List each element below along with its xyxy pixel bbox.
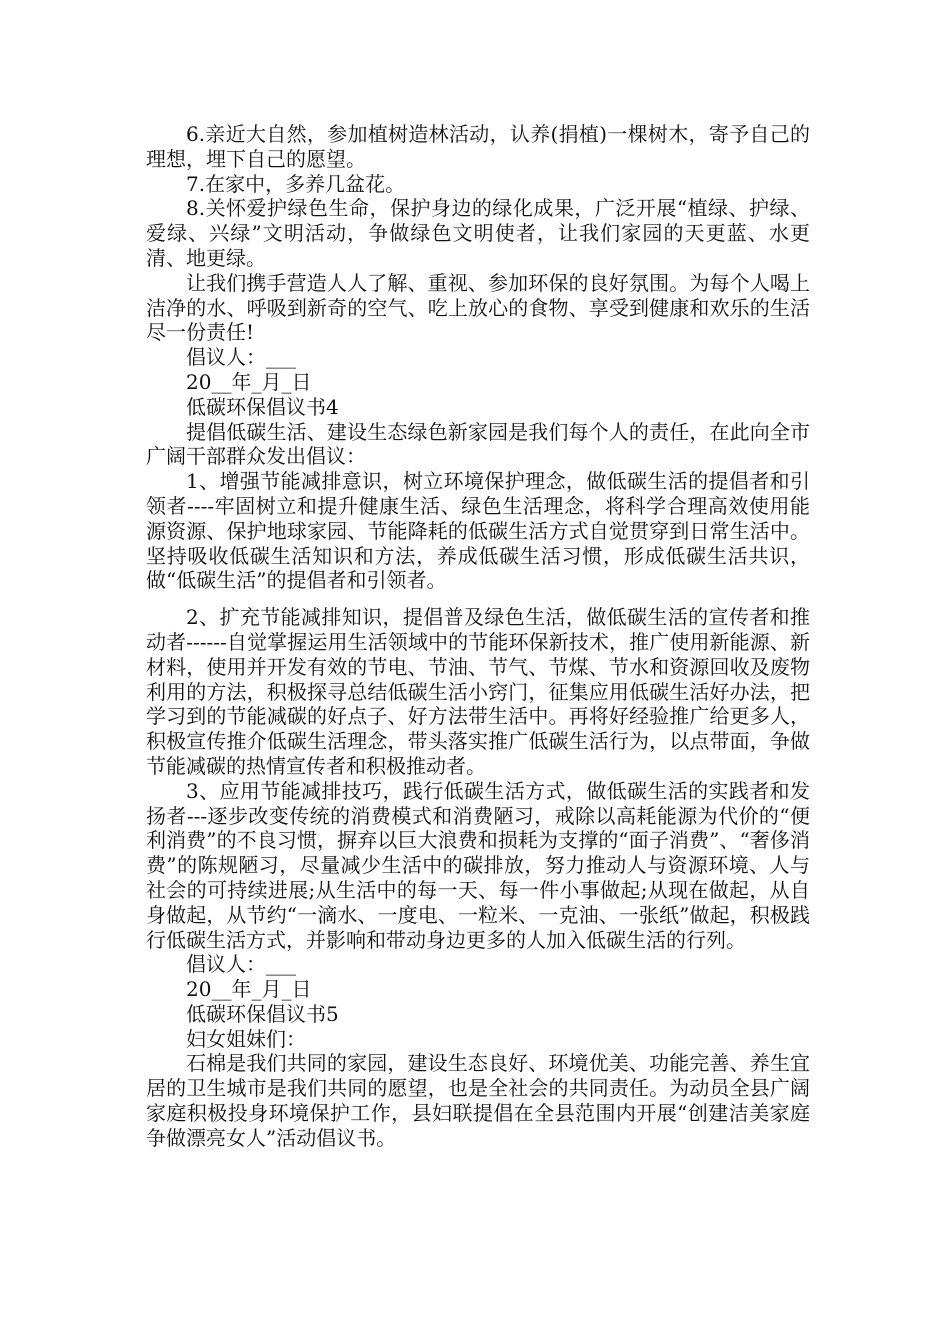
section-title-4: 低碳环保倡议书4 <box>186 394 339 419</box>
signature-line: 倡议人：___ <box>186 345 296 370</box>
paragraph-point-2: 2、扩充节能减排知识，提倡普及绿色生活，做低碳生活的宣传者和推动者------自觉掌握运用生活领域中的节能环保新技术，推广使用新能源、新材料，使用并开发有效的节电、节油、节气、节煤、节水和资源回收及废物利用的方法，积极探寻总结低碳生活小窍门，征集应用低碳生活好办法，把学习到的节能减碳的好点子、好方法带生活中。再将好经验推广给更多人，积极宣传推介低碳生活理念，带头落实推广低碳生活行为，以点带面，争做节能减碳的热情宣传者和积极推动者。 <box>146 605 810 778</box>
salutation: 妇女姐妹们： <box>186 1026 306 1051</box>
document-body <box>146 122 810 1151</box>
paragraph-item-6: 6.亲近大自然，参加植树造林活动，认养(捐植)一棵树木，寄予自己的理想，埋下自己的愿望。 <box>146 122 810 171</box>
paragraph-intro-4: 提倡低碳生活、建设生态绿色新家园是我们每个人的责任，在此向全市广阔干部群众发出倡议： <box>146 419 810 469</box>
paragraph-closing: 让我们携手营造人人了解、重视、参加环保的良好氛围。为每个人喝上洁净的水、呼吸到新奇的空气、吃上放心的食物、享受到健康和欢乐的生活尽一份责任! <box>146 270 810 345</box>
section-title-5: 低碳环保倡议书5 <box>186 1001 339 1026</box>
date-line: 20__年_月_日 <box>186 369 312 394</box>
paragraph-intro-5: 石棉是我们共同的家园，建设生态良好、环境优美、功能完善、养生宜居的卫生城市是我们共同的愿望，也是全社会的共同责任。为动员全县广阔家庭积极投身环境保护工作，县妇联提倡在全县范围内开展“创建洁美家庭争做漂亮女人”活动倡议书。 <box>146 1051 810 1150</box>
paragraph-point-3: 3、应用节能减排技巧，践行低碳生活方式，做低碳生活的实践者和发扬者---逐步改变传统的消费模式和消费陋习，戒除以高耗能源为代价的“便利消费”的不良习惯，摒弃以巨大浪费和损耗为支撑的“面子消费”、“奢侈消费”的陈规陋习，尽量减少生活中的碳排放，努力推动人与资源环境、人与社会的可持续进展;从生活中的每一天、每一件小事做起;从现在做起，从自身做起，从节约“一滴水、一度电、一粒米、一克油、一张纸”做起，积极践行低碳生活方式，并影响和带动身边更多的人加入低碳生活的行列。 <box>146 778 810 952</box>
paragraph-point-1: 1、增强节能减排意识，树立环境保护理念，做低碳生活的提倡者和引领者----牢固树立和提升健康生活、绿色生活理念，将科学合理高效使用能源资源、保护地球家园、节能降耗的低碳生活方式自觉贯穿到日常生活中。坚持吸收低碳生活知识和方法，养成低碳生活习惯，形成低碳生活共识，做“低碳生活”的提倡者和引领者。 <box>146 469 810 593</box>
signature-line: 倡议人：___ <box>186 952 296 977</box>
date-line: 20__年_月_日 <box>186 977 312 1002</box>
paragraph-item-7: 7.在家中，多养几盆花。 <box>186 171 406 196</box>
paragraph-item-8: 8.关怀爱护绿色生命，保护身边的绿化成果，广泛开展“植绿、护绿、爱绿、兴绿”文明活动，争做绿色文明使者，让我们家园的天更蓝、水更清、地更绿。 <box>146 196 810 270</box>
